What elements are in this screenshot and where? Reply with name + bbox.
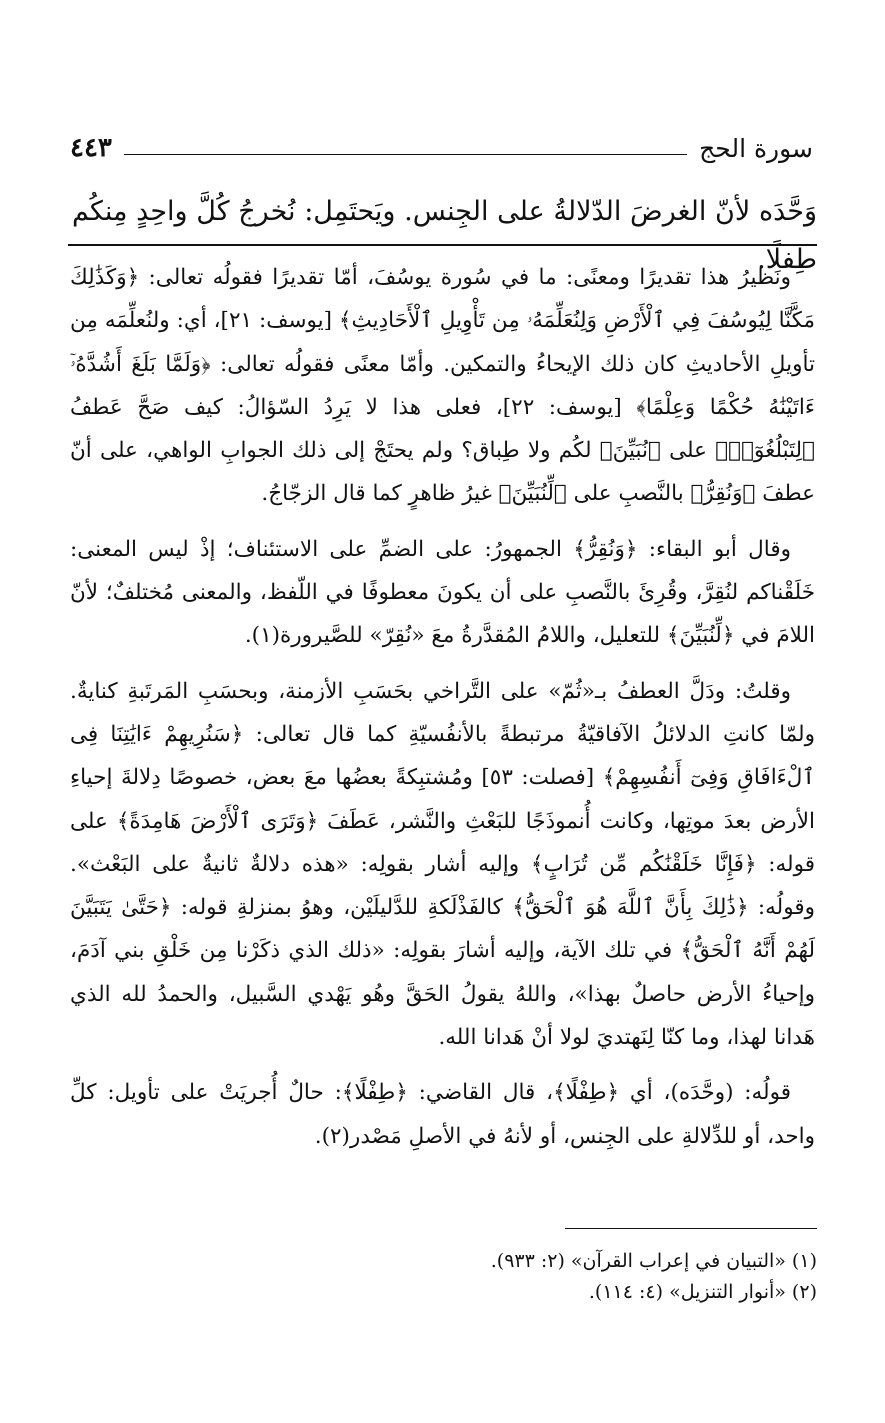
- paragraph: وقلتُ: ودَلَّ العطفُ بـ«ثُمّ» على التَّراخي بحَسَبِ الأزمنة، وبحسَبِ المَرتَبةِ كنايةٌ. ولمّا كانتِ الدلائلُ الآفاقيّةُ مرتبطةً بالأنفُسيّةِ كما قال تعالى: ﴿سَنُرِيهِمْ ءَايَٰتِنَا فِى ٱلْءَافَاقِ وَفِىٓ أَنفُسِهِمْ﴾ [فصلت: ٥٣] ومُشتبِكةً بعضُها معَ بعض، خصوصًا دِلالةَ إحياءِ الأرض بعدَ موتِها، وكانت أُنموذَجًا للبَعْثِ والنَّشر، عَطَفَ ﴿وَتَرَى ٱلْأَرْضَ هَامِدَةً﴾ على قوله: ﴿فَإِنَّا خَلَقْنَٰكُم مِّن تُرَابٍ﴾ وإليه أشار بقولِه: «هذه دلالةٌ ثانيةٌ على البَعْث». وقولُه: ﴿ذَٰلِكَ بِأَنَّ ٱللَّهَ هُوَ ٱلْحَقُّ﴾ كالفَذْلَكةِ للدَّليلَيْن، وهوُ بمنزلةِ قوله: ﴿حَتَّىٰ يَتَبَيَّنَ لَهُمْ أَنَّهُ ٱلْحَقُّ﴾ في تلك الآية، وإليه أشارَ بقولِه: «ذلك الذي ذكَرْنا مِن خَلْقِ بني آدَمَ، وإحياءُ الأرض حاصلٌ بهذا»، واللهُ يقولُ الحَقَّ وهُو يَهْدي السَّبيل، والحمدُ لله الذي هَدانا لهذا، وما كنّا لِنَهتديَ لولا أنْ هَدانا الله.: [70, 678, 815, 1051]
- paragraph: قولُه: (وحَّدَه)، أي ﴿طِفْلًا﴾، قال القاضي: ﴿طِفْلًا﴾: حالٌ أُجريَتْ على تأويل: كلِّ واحد، أو للدِّلالةِ على الجِنس، أو لأنهُ في الأصلِ مَصْدر(٢).: [70, 1080, 815, 1149]
- header-rule: [124, 154, 687, 155]
- footnotes: [70, 1246, 817, 1308]
- section-divider: [68, 244, 817, 246]
- surah-title: سورة الحج: [699, 133, 813, 163]
- paragraph: ونَظيرُ هذا تقديرًا ومعنًى: ما في سُورة يوسُفَ، أمّا تقديرًا فقولُه تعالى: ﴿وَكَذَٰلِكَ مَكَّنَّا لِيُوسُفَ فِي ٱلْأَرْضِ وَلِنُعَلِّمَهُۥ مِن تَأْوِيلِ ٱلْأَحَادِيثِ﴾ [يوسف: ٢١]، أي: ولنُعلِّمَه مِن تأويلِ الأحاديثِ كان ذلك الإيحاءُ والتمكين. وأمّا معنًى فقولُه تعالى: ﴿وَلَمَّا بَلَغَ أَشُدَّهُۥٓ ءَاتَيْنَٰهُ حُكْمًا وَعِلْمًا﴾ [يوسف: ٢٢]، فعلى هذا لا يَرِدُ السّؤالُ: كيف صَحَّ عَطفُ ﴿لِتَبْلُغُوٓا۟﴾ على ﴿نُبَيِّنَ﴾ لكُم ولا طِباق؟ ولم يحتَجْ إلى ذلك الجوابِ الواهي، على أنّ عطفَ ﴿وَنُقِرُّ﴾ بالنَّصبِ على ﴿لِّنُبَيِّنَ﴾ غيرُ ظاهرٍ كما قال الزجّاجُ.: [70, 265, 815, 507]
- running-header: [70, 128, 813, 168]
- page-number: ٤٤٣: [70, 133, 112, 163]
- footnote: (١) «التبيان في إعراب القرآن» (٢: ٩٣٣).: [490, 1250, 817, 1272]
- footnote: (٢) «أنوار التنزيل» (٤: ١١٤).: [588, 1281, 817, 1303]
- main-commentary-line: وَحَّدَه لأنّ الغرضَ الدّلالةُ على الجِنس. ويَحتَمِل: نُخرجُ كُلَّ واحِدٍ مِنكُم طِفلًا.: [72, 196, 817, 275]
- gloss-body: [70, 256, 815, 1170]
- paragraph: وقال أبو البقاء: ﴿وَنُقِرُّ﴾ الجمهورُ: على الضمِّ على الاستئناف؛ إذْ ليس المعنى: خَلَقْناكم لنُقِرَّ، وقُرِئَ بالنَّصبِ على أن يكونَ معطوفًا في اللّفظ، والمعنى مُختلفٌ؛ لأنّ اللامَ في ﴿لِّنُبَيِّنَ﴾ للتعليل، واللامُ المُقدَّرةُ معَ «نُقِرّ» للصَّيرورة(١).: [70, 536, 815, 649]
- footnote-divider: [565, 1228, 817, 1229]
